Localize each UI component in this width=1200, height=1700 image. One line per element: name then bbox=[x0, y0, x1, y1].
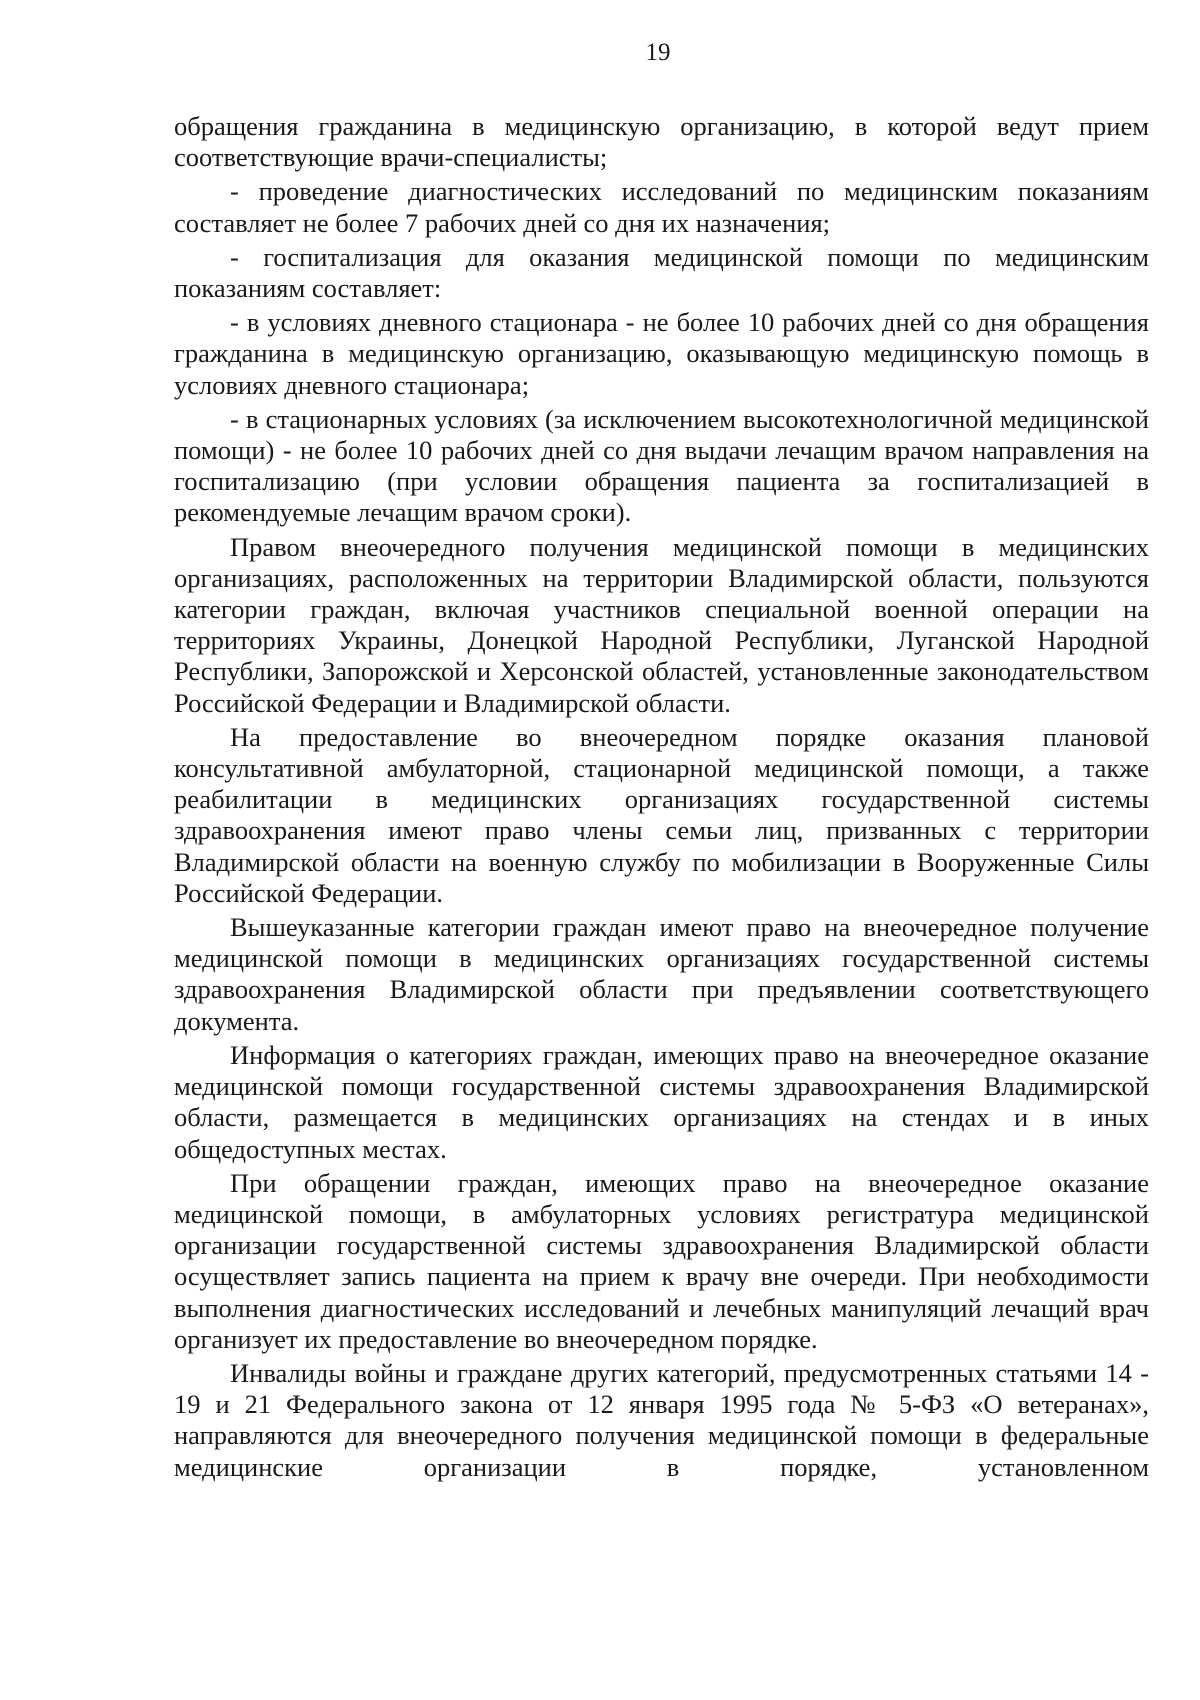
paragraph-priority-right: Правом внеочередного получения медицинской помощи в медицинских организациях, расположенных на территории Владимирской области, пользуются категории граждан, включая участников специальной военной операции на территориях Украины, Донецкой Народной Республики, Луганской Народной Республики, Запорожской и Херсонской областей, установленные законодательством Российской Федерации и Владимирской области. bbox=[174, 531, 1149, 718]
page-number: 19 bbox=[645, 39, 671, 66]
paragraph-family-members: На предоставление во внеочередном порядке оказания плановой консультативной амбулаторной, стационарной медицинской помощи, а также реабилитации в медицинских организациях государственной системы здравоохранения имеют право члены семьи лиц, призванных с территории Владимирской области на военную службу по мобилизации в Вооруженные Силы Российской Федерации. bbox=[174, 721, 1149, 908]
paragraph-registry: При обращении граждан, имеющих право на внеочередное оказание медицинской помощи, в амбулаторных условиях регистратура медицинской организации государственной системы здравоохранения Владимирской области осуществляет запись пациента на прием к врачу вне очереди. При необходимости выполнения диагностических исследований и лечебных манипуляций лечащий врач организует их предоставление во внеочередном порядке. bbox=[174, 1167, 1149, 1354]
list-item-diagnostics: - проведение диагностических исследований по медицинским показаниям составляет не более 7 рабочих дней со дня их назначения; bbox=[174, 176, 1149, 238]
paragraph-information-stands: Информация о категориях граждан, имеющих право на внеочередное оказание медицинской помощи государственной системы здравоохранения Владимирской области, размещается в медицинских организациях на стендах и в иных общедоступных местах. bbox=[174, 1039, 1149, 1164]
paragraph-war-veterans: Инвалиды войны и граждане других категорий, предусмотренных статьями 14 - 19 и 21 Федерального закона от 12 января 1995 года № 5-ФЗ «О ветеранах», направляются для внеочередного получения медицинской помощи в федеральные медицинские организации в порядке, установленном bbox=[174, 1357, 1149, 1482]
document-body bbox=[174, 111, 1149, 1486]
list-item-hospitalization: - госпитализация для оказания медицинской помощи по медицинским показаниям составляет: bbox=[174, 241, 1149, 304]
paragraph-document-presentation: Вышеуказанные категории граждан имеют право на внеочередное получение медицинской помощи в медицинских организациях государственной системы здравоохранения Владимирской области при предъявлении соответствующего документа. bbox=[174, 912, 1149, 1036]
list-item-inpatient: - в стационарных условиях (за исключением высокотехнологичной медицинской помощи) - не более 10 рабочих дней со дня выдачи лечащим врачом направления на госпитализацию (при условии обращения пациента за госпитализацией в рекомендуемые лечащим врачом сроки). bbox=[174, 403, 1149, 528]
list-item-day-hospital: - в условиях дневного стационара - не более 10 рабочих дней со дня обращения гражданина в медицинскую организацию, оказывающую медицинскую помощь в условиях дневного стационара; bbox=[174, 307, 1149, 400]
paragraph-continuation: обращения гражданина в медицинскую организацию, в которой ведут прием соответствующие врачи-специалисты; bbox=[174, 111, 1149, 173]
